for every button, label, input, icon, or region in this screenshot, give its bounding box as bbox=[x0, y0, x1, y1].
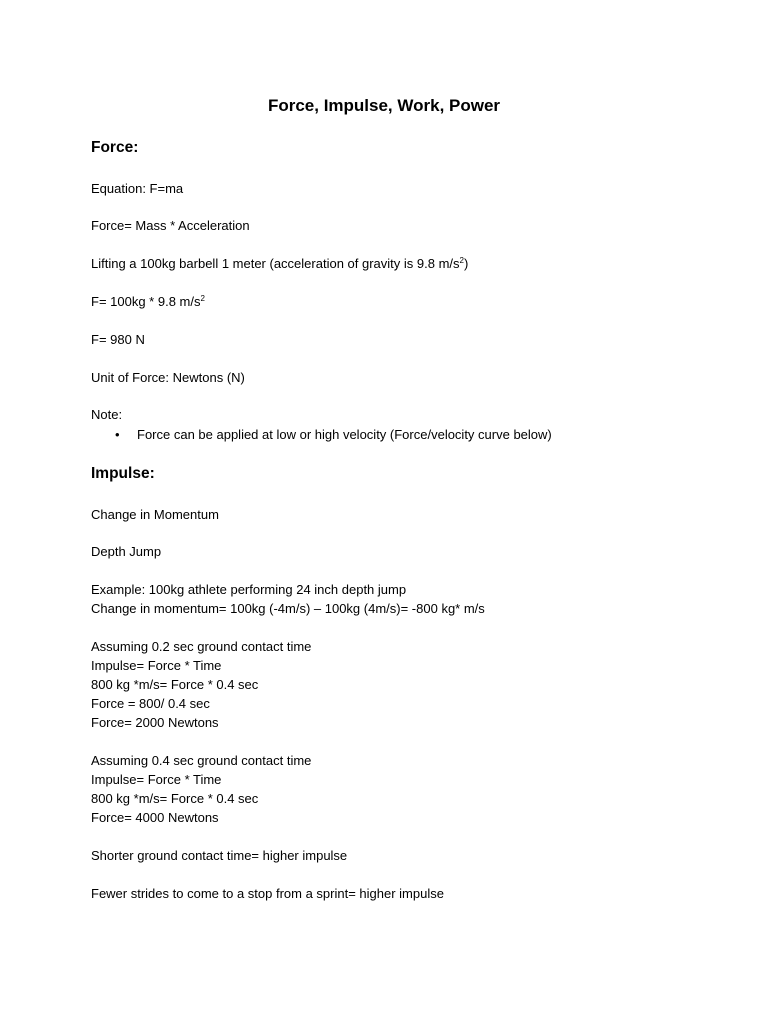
force-example-text: Lifting a 100kg barbell 1 meter (acceleration of gravity is 9.8 m/s bbox=[91, 256, 460, 271]
impulse-conclusion: Shorter ground contact time= higher impulse bbox=[91, 848, 348, 863]
note-bullet-item: Force can be applied at low or high velocity (Force/velocity curve below) bbox=[137, 427, 552, 442]
impulse-heading: Impulse: bbox=[91, 465, 155, 482]
case2-line: Force= 4000 Newtons bbox=[91, 810, 219, 825]
force-calculation-superscript: 2 bbox=[200, 294, 205, 303]
case1-line: Assuming 0.2 sec ground contact time bbox=[91, 639, 312, 654]
note-label: Note: bbox=[91, 407, 123, 422]
force-heading: Force: bbox=[91, 139, 139, 156]
impulse-conclusion: Fewer strides to come to a stop from a sprint= higher impulse bbox=[91, 886, 444, 901]
force-example bbox=[91, 254, 468, 273]
case1-line: Impulse= Force * Time bbox=[91, 658, 222, 673]
force-example-superscript: 2 bbox=[459, 256, 464, 265]
force-example-close: ) bbox=[463, 256, 469, 271]
document-title: Force, Impulse, Work, Power bbox=[267, 96, 501, 115]
impulse-example-line: Example: 100kg athlete performing 24 inch depth jump bbox=[91, 582, 407, 597]
case2-line: Impulse= Force * Time bbox=[91, 772, 222, 787]
case1-line: 800 kg *m/s= Force * 0.4 sec bbox=[91, 677, 259, 692]
force-result: F= 980 N bbox=[91, 332, 145, 347]
case2-line: 800 kg *m/s= Force * 0.4 sec bbox=[91, 791, 259, 806]
case1-line: Force= 2000 Newtons bbox=[91, 715, 219, 730]
case2-line: Assuming 0.4 sec ground contact time bbox=[91, 753, 312, 768]
impulse-definition: Change in Momentum bbox=[91, 507, 219, 522]
bullet-icon: • bbox=[115, 427, 120, 442]
case1-line: Force = 800/ 0.4 sec bbox=[91, 696, 210, 711]
impulse-depth-jump: Depth Jump bbox=[91, 544, 162, 559]
impulse-momentum-line: Change in momentum= 100kg (-4m/s) – 100kg (4m/s)= -800 kg* m/s bbox=[91, 601, 485, 616]
force-definition: Force= Mass * Acceleration bbox=[91, 218, 250, 233]
force-calculation-text: F= 100kg * 9.8 m/s bbox=[91, 294, 201, 309]
force-equation: Equation: F=ma bbox=[91, 181, 184, 196]
force-calculation bbox=[91, 292, 205, 311]
force-unit: Unit of Force: Newtons (N) bbox=[91, 370, 245, 385]
